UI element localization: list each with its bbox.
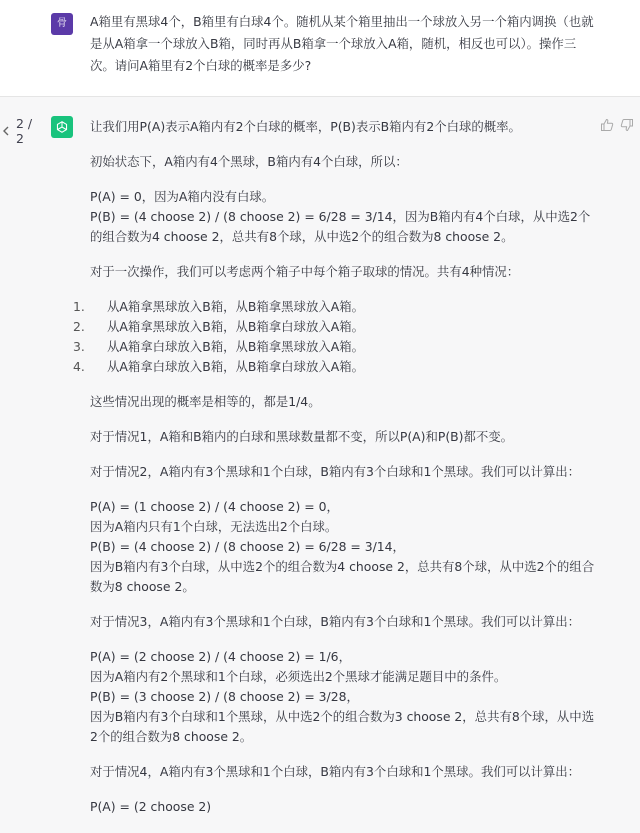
assistant-message-row [0, 96, 640, 833]
list-item-text: 从A箱拿白球放入B箱，从B箱拿黑球放入A箱。 [107, 339, 364, 354]
case1-paragraph: 对于情况1，A箱和B箱内的白球和黑球数量都不变，所以P(A)和P(B)都不变。 [90, 429, 514, 444]
cases-intro-paragraph: 对于一次操作，我们可以考虑两个箱子中每个箱子取球的情况。共有4种情况： [90, 264, 520, 279]
list-item-text: 从A箱拿黑球放入B箱，从B箱拿白球放入A箱。 [107, 319, 364, 334]
calc-line: P(A) = (2 choose 2) [90, 799, 212, 814]
calc-line: P(A) = (1 choose 2) / (4 choose 2) = 0， [90, 499, 339, 514]
calc-line: P(A) = (2 choose 2) / (4 choose 2) = 1/6， [90, 649, 351, 664]
calc-line: P(B) = (4 choose 2) / (8 choose 2) = 6/28 = 3/14，因为B箱内有4个白球，从中选2个的组合数为4 choose 2，总共有8个球，从中选2个的组合数为8 choose 2。 [90, 209, 591, 244]
list-item [73, 337, 595, 357]
user-message-text: A箱里有黑球4个，B箱里有白球4个。随机从某个箱里抽出一个球放入另一个箱内调换（也就是从A箱拿一个球放入B箱，同时再从B箱拿一个球放入A箱，随机，相反也可以）。操作三次。请问A箱里有2个白球的概率是多少? [90, 14, 594, 73]
list-number: 3. [73, 339, 85, 354]
calc-line: P(B) = (4 choose 2) / (8 choose 2) = 6/28 = 3/14， [90, 539, 405, 554]
case4-intro-paragraph: 对于情况4，A箱内有3个黑球和1个白球，B箱内有3个白球和1个黑球。我们可以计算出： [90, 764, 581, 779]
list-item-text: 从A箱拿白球放入B箱，从B箱拿白球放入A箱。 [107, 359, 364, 374]
list-number: 4. [73, 359, 85, 374]
pager-label: 2 / 2 [16, 116, 33, 146]
list-item [73, 357, 595, 377]
thumbs-down-icon[interactable] [620, 117, 634, 131]
thumbs-up-icon[interactable] [600, 117, 614, 131]
calc-line: P(A) = 0，因为A箱内没有白球。 [90, 189, 275, 204]
chevron-left-icon[interactable] [2, 124, 10, 139]
list-item-text: 从A箱拿黑球放入B箱，从B箱拿黑球放入A箱。 [107, 299, 364, 314]
case2-intro-paragraph: 对于情况2，A箱内有3个黑球和1个白球，B箱内有3个白球和1个黑球。我们可以计算出： [90, 464, 581, 479]
openai-logo-icon [51, 116, 73, 138]
calc-line: 因为A箱内有2个黑球和1个白球，必须选出2个黑球才能满足题目中的条件。 [90, 669, 507, 684]
user-message-row [0, 0, 640, 96]
list-number: 1. [73, 299, 85, 314]
assistant-message-content [73, 117, 595, 832]
list-item [73, 317, 595, 337]
case4-calc-block [90, 797, 595, 817]
case3-intro-paragraph: 对于情况3，A箱内有3个黑球和1个白球，B箱内有3个白球和1个黑球。我们可以计算出： [90, 614, 581, 629]
list-number: 2. [73, 319, 85, 334]
case2-calc-block [90, 497, 595, 597]
intro-paragraph: 让我们用P(A)表示A箱内有2个白球的概率，P(B)表示B箱内有2个白球的概率。 [90, 119, 521, 134]
initial-state-paragraph: 初始状态下，A箱内有4个黑球，B箱内有4个白球，所以： [90, 154, 408, 169]
user-avatar: 骨 [51, 13, 73, 35]
response-pager [0, 116, 44, 146]
equal-prob-paragraph: 这些情况出现的概率是相等的，都是1/4。 [90, 394, 321, 409]
calc-line: 因为B箱内有3个白球，从中选2个的组合数为4 choose 2，总共有8个球，从中选2个的组合数为8 choose 2。 [90, 559, 595, 594]
calc-line: 因为A箱内只有1个白球，无法选出2个白球。 [90, 519, 338, 534]
case3-calc-block [90, 647, 595, 747]
calc-line: P(B) = (3 choose 2) / (8 choose 2) = 3/28， [90, 689, 359, 704]
list-item [73, 297, 595, 317]
cases-list [73, 297, 595, 377]
initial-calc-block [90, 187, 595, 247]
calc-line: 因为B箱内有3个白球和1个黑球，从中选2个的组合数为3 choose 2，总共有8个球，从中选2个的组合数为8 choose 2。 [90, 709, 595, 744]
